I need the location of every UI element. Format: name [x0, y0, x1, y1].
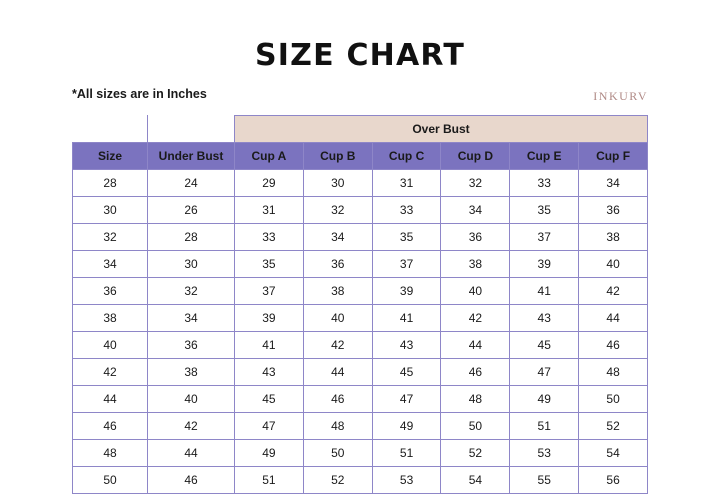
cell-cup-b: 42 — [303, 332, 372, 359]
table-row — [73, 170, 648, 197]
column-header-cup-f: Cup F — [579, 143, 648, 170]
cell-cup-b: 30 — [303, 170, 372, 197]
size-chart-table — [72, 115, 648, 494]
cell-size: 28 — [73, 170, 148, 197]
cell-cup-f: 38 — [579, 224, 648, 251]
cell-cup-e: 41 — [510, 278, 579, 305]
column-header-cup-e: Cup E — [510, 143, 579, 170]
cell-cup-a: 47 — [235, 413, 304, 440]
table-row — [73, 332, 648, 359]
cell-size: 36 — [73, 278, 148, 305]
cell-cup-d: 54 — [441, 467, 510, 494]
cell-size: 34 — [73, 251, 148, 278]
cell-cup-b: 48 — [303, 413, 372, 440]
cell-cup-e: 49 — [510, 386, 579, 413]
cell-cup-c: 53 — [372, 467, 441, 494]
cell-cup-a: 45 — [235, 386, 304, 413]
cell-under-bust: 24 — [148, 170, 235, 197]
cell-cup-c: 31 — [372, 170, 441, 197]
cell-cup-a: 37 — [235, 278, 304, 305]
cell-cup-d: 40 — [441, 278, 510, 305]
cell-cup-e: 55 — [510, 467, 579, 494]
cell-cup-f: 50 — [579, 386, 648, 413]
cell-cup-f: 54 — [579, 440, 648, 467]
cell-cup-d: 48 — [441, 386, 510, 413]
cell-size: 44 — [73, 386, 148, 413]
cell-size: 32 — [73, 224, 148, 251]
cell-cup-f: 34 — [579, 170, 648, 197]
cell-cup-f: 52 — [579, 413, 648, 440]
column-header-cup-a: Cup A — [235, 143, 304, 170]
cell-cup-a: 29 — [235, 170, 304, 197]
table-row — [73, 413, 648, 440]
cell-cup-e: 45 — [510, 332, 579, 359]
cell-cup-b: 38 — [303, 278, 372, 305]
table-row — [73, 197, 648, 224]
cell-cup-c: 33 — [372, 197, 441, 224]
column-header-cup-d: Cup D — [441, 143, 510, 170]
table-row — [73, 224, 648, 251]
cell-cup-b: 34 — [303, 224, 372, 251]
table-row — [73, 467, 648, 494]
table-header — [73, 116, 648, 170]
units-note: *All sizes are in Inches — [72, 87, 207, 101]
cell-cup-d: 46 — [441, 359, 510, 386]
column-header-cup-b: Cup B — [303, 143, 372, 170]
cell-cup-a: 31 — [235, 197, 304, 224]
cell-size: 42 — [73, 359, 148, 386]
cell-cup-a: 35 — [235, 251, 304, 278]
subtitle-row — [72, 87, 648, 107]
cell-cup-e: 39 — [510, 251, 579, 278]
column-header-under-bust: Under Bust — [148, 143, 235, 170]
cell-size: 50 — [73, 467, 148, 494]
cell-cup-a: 51 — [235, 467, 304, 494]
cell-cup-c: 51 — [372, 440, 441, 467]
cell-cup-b: 44 — [303, 359, 372, 386]
cell-under-bust: 44 — [148, 440, 235, 467]
cell-cup-d: 34 — [441, 197, 510, 224]
cell-cup-a: 41 — [235, 332, 304, 359]
cell-cup-a: 49 — [235, 440, 304, 467]
cell-cup-b: 36 — [303, 251, 372, 278]
table-row — [73, 251, 648, 278]
cell-cup-f: 36 — [579, 197, 648, 224]
cell-cup-c: 39 — [372, 278, 441, 305]
cell-under-bust: 30 — [148, 251, 235, 278]
cell-cup-e: 43 — [510, 305, 579, 332]
table-row — [73, 359, 648, 386]
column-header-row — [73, 143, 648, 170]
cell-under-bust: 26 — [148, 197, 235, 224]
column-header-size: Size — [73, 143, 148, 170]
group-header-spacer-under-bust — [148, 116, 235, 143]
cell-cup-e: 33 — [510, 170, 579, 197]
cell-cup-b: 40 — [303, 305, 372, 332]
cell-under-bust: 28 — [148, 224, 235, 251]
cell-cup-e: 53 — [510, 440, 579, 467]
cell-under-bust: 40 — [148, 386, 235, 413]
cell-cup-b: 50 — [303, 440, 372, 467]
group-header-over-bust: Over Bust — [235, 116, 648, 143]
cell-cup-a: 33 — [235, 224, 304, 251]
cell-cup-e: 51 — [510, 413, 579, 440]
column-header-cup-c: Cup C — [372, 143, 441, 170]
cell-cup-b: 46 — [303, 386, 372, 413]
cell-size: 40 — [73, 332, 148, 359]
cell-cup-c: 49 — [372, 413, 441, 440]
cell-cup-c: 47 — [372, 386, 441, 413]
cell-under-bust: 42 — [148, 413, 235, 440]
cell-under-bust: 34 — [148, 305, 235, 332]
cell-cup-b: 52 — [303, 467, 372, 494]
group-header-spacer-size — [73, 116, 148, 143]
cell-cup-e: 47 — [510, 359, 579, 386]
cell-size: 30 — [73, 197, 148, 224]
cell-cup-f: 44 — [579, 305, 648, 332]
cell-cup-f: 48 — [579, 359, 648, 386]
cell-cup-d: 38 — [441, 251, 510, 278]
cell-cup-c: 45 — [372, 359, 441, 386]
cell-cup-d: 52 — [441, 440, 510, 467]
cell-cup-f: 46 — [579, 332, 648, 359]
cell-cup-d: 32 — [441, 170, 510, 197]
cell-under-bust: 46 — [148, 467, 235, 494]
cell-size: 46 — [73, 413, 148, 440]
cell-cup-e: 37 — [510, 224, 579, 251]
cell-cup-d: 44 — [441, 332, 510, 359]
cell-cup-c: 41 — [372, 305, 441, 332]
cell-cup-c: 35 — [372, 224, 441, 251]
cell-cup-f: 40 — [579, 251, 648, 278]
table-row — [73, 305, 648, 332]
cell-cup-f: 42 — [579, 278, 648, 305]
cell-size: 48 — [73, 440, 148, 467]
cell-cup-d: 36 — [441, 224, 510, 251]
cell-under-bust: 36 — [148, 332, 235, 359]
brand-logo: INKURV — [593, 89, 648, 103]
cell-cup-f: 56 — [579, 467, 648, 494]
cell-cup-e: 35 — [510, 197, 579, 224]
cell-cup-d: 50 — [441, 413, 510, 440]
cell-cup-a: 43 — [235, 359, 304, 386]
table-row — [73, 278, 648, 305]
cell-cup-c: 37 — [372, 251, 441, 278]
group-header-row — [73, 116, 648, 143]
cell-cup-a: 39 — [235, 305, 304, 332]
cell-size: 38 — [73, 305, 148, 332]
cell-cup-c: 43 — [372, 332, 441, 359]
cell-under-bust: 38 — [148, 359, 235, 386]
cell-under-bust: 32 — [148, 278, 235, 305]
table-row — [73, 440, 648, 467]
table-body — [73, 170, 648, 494]
cell-cup-d: 42 — [441, 305, 510, 332]
table-row — [73, 386, 648, 413]
cell-cup-b: 32 — [303, 197, 372, 224]
page-title: SIZE CHART — [254, 38, 466, 73]
